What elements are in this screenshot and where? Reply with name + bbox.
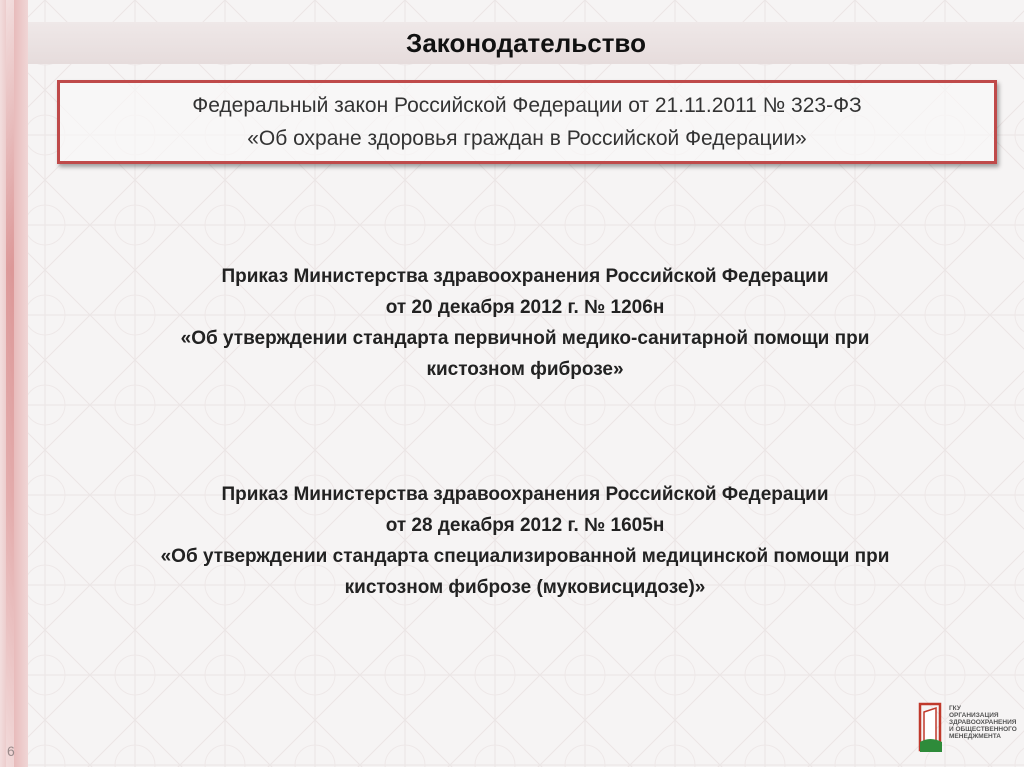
side-accent-stripe bbox=[6, 0, 14, 767]
logo-text-line: ЗДРАВООХРАНЕНИЯ bbox=[949, 719, 1017, 726]
order-1206n bbox=[60, 261, 990, 385]
logo-text-line: ОРГАНИЗАЦИЯ bbox=[949, 712, 999, 719]
order-title-line: «Об утверждении стандарта первичной медико-санитарной помощи при bbox=[180, 328, 870, 349]
order-issuer: Приказ Министерства здравоохранения Российской Федерации bbox=[221, 266, 829, 287]
order-issuer: Приказ Министерства здравоохранения Российской Федерации bbox=[221, 484, 829, 505]
federal-law-box bbox=[57, 80, 997, 164]
logo-text-line: И ОБЩЕСТВЕННОГО bbox=[949, 726, 1017, 733]
logo-text-line: МЕНЕДЖМЕНТА bbox=[949, 733, 1001, 740]
side-accent-bar bbox=[0, 0, 28, 767]
order-title-line: кистозном фиброзе» bbox=[426, 359, 624, 380]
law-name-line: «Об охране здоровья граждан в Российской Федерации» bbox=[247, 127, 807, 150]
order-date-number: от 28 декабря 2012 г. № 1605н bbox=[385, 515, 665, 536]
order-1605n bbox=[60, 479, 990, 603]
order-title-line: кистозном фиброзе (муковисцидозе)» bbox=[344, 577, 706, 598]
slide-title: Законодательство bbox=[406, 27, 646, 58]
organization-logo bbox=[918, 702, 1020, 756]
logo-mark-icon bbox=[918, 702, 948, 756]
logo-text bbox=[949, 705, 1017, 740]
order-date-number: от 20 декабря 2012 г. № 1206н bbox=[385, 297, 665, 318]
law-title-line: Федеральный закон Российской Федерации от 21.11.2011 № 323-ФЗ bbox=[192, 94, 862, 117]
logo-text-line: ГКУ bbox=[949, 705, 961, 712]
slide-number: 6 bbox=[7, 743, 15, 759]
order-title-line: «Об утверждении стандарта специализированной медицинской помощи при bbox=[160, 546, 890, 567]
